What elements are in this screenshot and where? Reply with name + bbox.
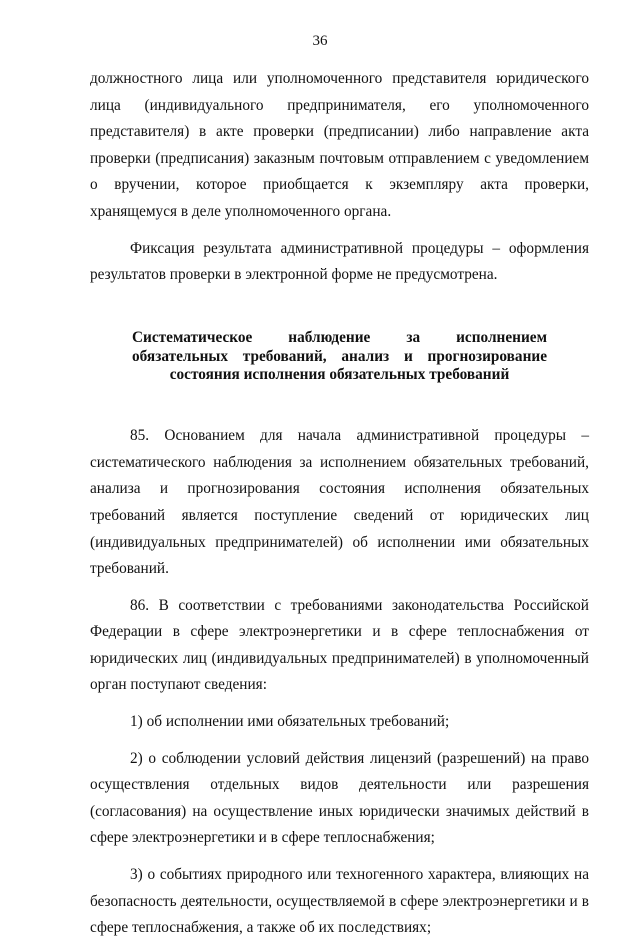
list-item-3: 3) о событиях природного или техногенного характера, влияющих на безопасность деятельности, осуществляемой в сфере электроэнергетики и в сфере теплоснабжения, а также об их последствиях; bbox=[90, 866, 589, 937]
list-item-2: 2) о соблюдении условий действия лицензий (разрешений) на право осуществления отдельных видов деятельности или разрешения (согласования) на осуществление иных юридически значимых действий в сфере электроэнергетики и в сфере теплоснабжения; bbox=[90, 749, 589, 847]
section-heading: Систематическое наблюдение за исполнением обязательных требований, анализ и прогнозирование состояния исполнения обязательных требований bbox=[132, 328, 547, 384]
paragraph-fixation: Фиксация результата административной процедуры – оформления результатов проверки в электронной форме не предусмотрена. bbox=[90, 239, 589, 284]
paragraph-continuation: должностного лица или уполномоченного представителя юридического лица (индивидуального предпринимателя, его уполномоченного представителя) в акте проверки (предписании) либо направление акта проверки (предписания) заказным почтовым отправлением с уведомлением о вручении, которое приобщается к экземпляру акта проверки, хранящемуся в деле уполномоченного органа. bbox=[90, 70, 589, 220]
list-item-1: 1) об исполнении ими обязательных требований; bbox=[130, 713, 450, 731]
document-body bbox=[90, 66, 589, 942]
paragraph-85: 85. Основанием для начала административной процедуры – систематического наблюдения за исполнением обязательных требований, анализа и прогнозирования состояния исполнения обязательных требований является поступление сведений от юридических лиц (индивидуальных предпринимателей) об исполнении ими обязательных требований. bbox=[90, 427, 589, 578]
page-number: 36 bbox=[312, 33, 328, 49]
paragraph-86: 86. В соответствии с требованиями законодательства Российской Федерации в сфере электроэнергетики и в сфере теплоснабжения от юридических лиц (индивидуальных предпринимателей) в уполномоченный орган поступают сведения: bbox=[90, 596, 589, 694]
